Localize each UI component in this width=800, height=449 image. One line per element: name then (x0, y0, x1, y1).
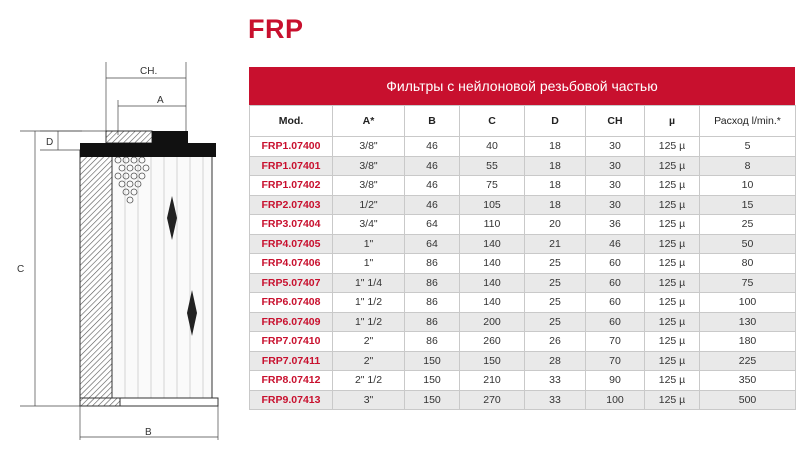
cell-flow: 5 (700, 137, 796, 157)
cell-ch: 36 (586, 215, 645, 235)
cell-a: 1/2" (333, 195, 405, 215)
label-d: D (46, 137, 54, 148)
cell-ch: 46 (586, 234, 645, 254)
cell-micron: 125 µ (645, 390, 700, 410)
table-caption: Фильтры с нейлоновой резьбовой частью (249, 67, 795, 105)
cell-mod: FRP5.07407 (250, 273, 333, 293)
cell-micron: 125 µ (645, 273, 700, 293)
cell-a: 2" (333, 332, 405, 352)
cell-c: 140 (460, 293, 525, 313)
cell-ch: 70 (586, 332, 645, 352)
table-row (250, 312, 796, 332)
cell-micron: 125 µ (645, 312, 700, 332)
cell-mod: FRP3.07404 (250, 215, 333, 235)
table-row (250, 195, 796, 215)
cell-a: 3/4" (333, 215, 405, 235)
cell-a: 2" 1/2 (333, 371, 405, 391)
cell-d: 28 (525, 351, 586, 371)
bottom-cap-hatched (80, 398, 120, 406)
cell-ch: 60 (586, 312, 645, 332)
cell-d: 25 (525, 293, 586, 313)
cell-micron: 125 µ (645, 254, 700, 274)
cell-micron: 125 µ (645, 332, 700, 352)
table-row (250, 371, 796, 391)
cell-micron: 125 µ (645, 234, 700, 254)
cell-ch: 30 (586, 156, 645, 176)
cell-flow: 100 (700, 293, 796, 313)
cell-ch: 100 (586, 390, 645, 410)
cell-flow: 75 (700, 273, 796, 293)
cell-micron: 125 µ (645, 195, 700, 215)
cell-c: 200 (460, 312, 525, 332)
cell-c: 140 (460, 254, 525, 274)
spec-table-container (249, 67, 795, 410)
cell-mod: FRP6.07409 (250, 312, 333, 332)
col-header-micron: µ (645, 106, 700, 137)
cell-a: 1" 1/2 (333, 293, 405, 313)
table-row (250, 273, 796, 293)
cell-b: 150 (405, 371, 460, 391)
cell-mod: FRP6.07408 (250, 293, 333, 313)
cell-d: 26 (525, 332, 586, 352)
cell-ch: 60 (586, 254, 645, 274)
col-header-c: C (460, 106, 525, 137)
thread-hatched (106, 131, 152, 143)
cell-b: 46 (405, 156, 460, 176)
cell-flow: 10 (700, 176, 796, 196)
cell-c: 270 (460, 390, 525, 410)
table-row (250, 254, 796, 274)
cell-d: 18 (525, 195, 586, 215)
cell-micron: 125 µ (645, 293, 700, 313)
cell-a: 3" (333, 390, 405, 410)
cell-b: 46 (405, 195, 460, 215)
label-ch: CH. (140, 66, 158, 77)
cell-a: 3/8" (333, 156, 405, 176)
cell-d: 18 (525, 137, 586, 157)
cell-b: 86 (405, 273, 460, 293)
cell-b: 86 (405, 332, 460, 352)
cell-flow: 50 (700, 234, 796, 254)
cell-micron: 125 µ (645, 371, 700, 391)
cell-micron: 125 µ (645, 215, 700, 235)
cell-c: 105 (460, 195, 525, 215)
cell-flow: 8 (700, 156, 796, 176)
cell-b: 150 (405, 351, 460, 371)
cell-mod: FRP2.07403 (250, 195, 333, 215)
label-b: B (145, 427, 152, 438)
cell-flow: 80 (700, 254, 796, 274)
cell-mod: FRP1.07402 (250, 176, 333, 196)
cell-c: 140 (460, 234, 525, 254)
cell-ch: 90 (586, 371, 645, 391)
cell-ch: 60 (586, 273, 645, 293)
cell-c: 210 (460, 371, 525, 391)
cell-c: 75 (460, 176, 525, 196)
cell-d: 21 (525, 234, 586, 254)
col-header-b: B (405, 106, 460, 137)
page-title: FRP (248, 14, 304, 44)
col-header-flow: Расход l/min.* (700, 106, 796, 137)
cell-ch: 70 (586, 351, 645, 371)
cell-b: 64 (405, 215, 460, 235)
spec-table (249, 105, 796, 410)
cell-a: 1" (333, 254, 405, 274)
cell-micron: 125 µ (645, 137, 700, 157)
cell-b: 46 (405, 137, 460, 157)
label-c: C (17, 264, 25, 275)
col-header-a: A* (333, 106, 405, 137)
table-row (250, 351, 796, 371)
col-header-ch: CH (586, 106, 645, 137)
cell-b: 86 (405, 293, 460, 313)
cell-micron: 125 µ (645, 176, 700, 196)
cell-ch: 60 (586, 293, 645, 313)
cell-mod: FRP4.07405 (250, 234, 333, 254)
filter-wall-hatched (80, 150, 112, 400)
cell-d: 25 (525, 254, 586, 274)
cell-d: 33 (525, 371, 586, 391)
table-row (250, 293, 796, 313)
cell-c: 40 (460, 137, 525, 157)
cell-flow: 500 (700, 390, 796, 410)
cell-mod: FRP4.07406 (250, 254, 333, 274)
cell-mod: FRP7.07411 (250, 351, 333, 371)
top-cap (152, 131, 188, 143)
table-row (250, 390, 796, 410)
table-row (250, 156, 796, 176)
cell-flow: 180 (700, 332, 796, 352)
cell-d: 25 (525, 312, 586, 332)
cell-b: 46 (405, 176, 460, 196)
cell-flow: 350 (700, 371, 796, 391)
cell-c: 140 (460, 273, 525, 293)
filter-mesh (112, 150, 212, 400)
cell-micron: 125 µ (645, 156, 700, 176)
cell-a: 3/8" (333, 137, 405, 157)
cell-mod: FRP7.07410 (250, 332, 333, 352)
cell-b: 86 (405, 312, 460, 332)
cell-mod: FRP9.07413 (250, 390, 333, 410)
cell-d: 18 (525, 156, 586, 176)
cell-mod: FRP8.07412 (250, 371, 333, 391)
cell-b: 150 (405, 390, 460, 410)
cell-c: 110 (460, 215, 525, 235)
cell-mod: FRP1.07401 (250, 156, 333, 176)
cell-c: 150 (460, 351, 525, 371)
cell-b: 64 (405, 234, 460, 254)
label-a: A (157, 95, 164, 106)
cell-ch: 30 (586, 176, 645, 196)
col-header-d: D (525, 106, 586, 137)
top-flange (80, 143, 216, 157)
table-row (250, 234, 796, 254)
cell-a: 1" 1/2 (333, 312, 405, 332)
cell-mod: FRP1.07400 (250, 137, 333, 157)
filter-technical-drawing (0, 0, 240, 449)
cell-ch: 30 (586, 195, 645, 215)
table-row (250, 176, 796, 196)
cell-flow: 225 (700, 351, 796, 371)
cell-b: 86 (405, 254, 460, 274)
cell-flow: 130 (700, 312, 796, 332)
table-row (250, 215, 796, 235)
cell-a: 2" (333, 351, 405, 371)
cell-d: 25 (525, 273, 586, 293)
cell-c: 55 (460, 156, 525, 176)
cell-a: 1" 1/4 (333, 273, 405, 293)
cell-d: 20 (525, 215, 586, 235)
cell-ch: 30 (586, 137, 645, 157)
table-row (250, 332, 796, 352)
cell-c: 260 (460, 332, 525, 352)
table-row (250, 137, 796, 157)
cell-d: 18 (525, 176, 586, 196)
cell-a: 3/8" (333, 176, 405, 196)
cell-micron: 125 µ (645, 351, 700, 371)
cell-a: 1" (333, 234, 405, 254)
table-header-row (250, 106, 796, 137)
cell-d: 33 (525, 390, 586, 410)
cell-flow: 25 (700, 215, 796, 235)
cell-flow: 15 (700, 195, 796, 215)
table-body (250, 137, 796, 410)
col-header-mod: Mod. (250, 106, 333, 137)
